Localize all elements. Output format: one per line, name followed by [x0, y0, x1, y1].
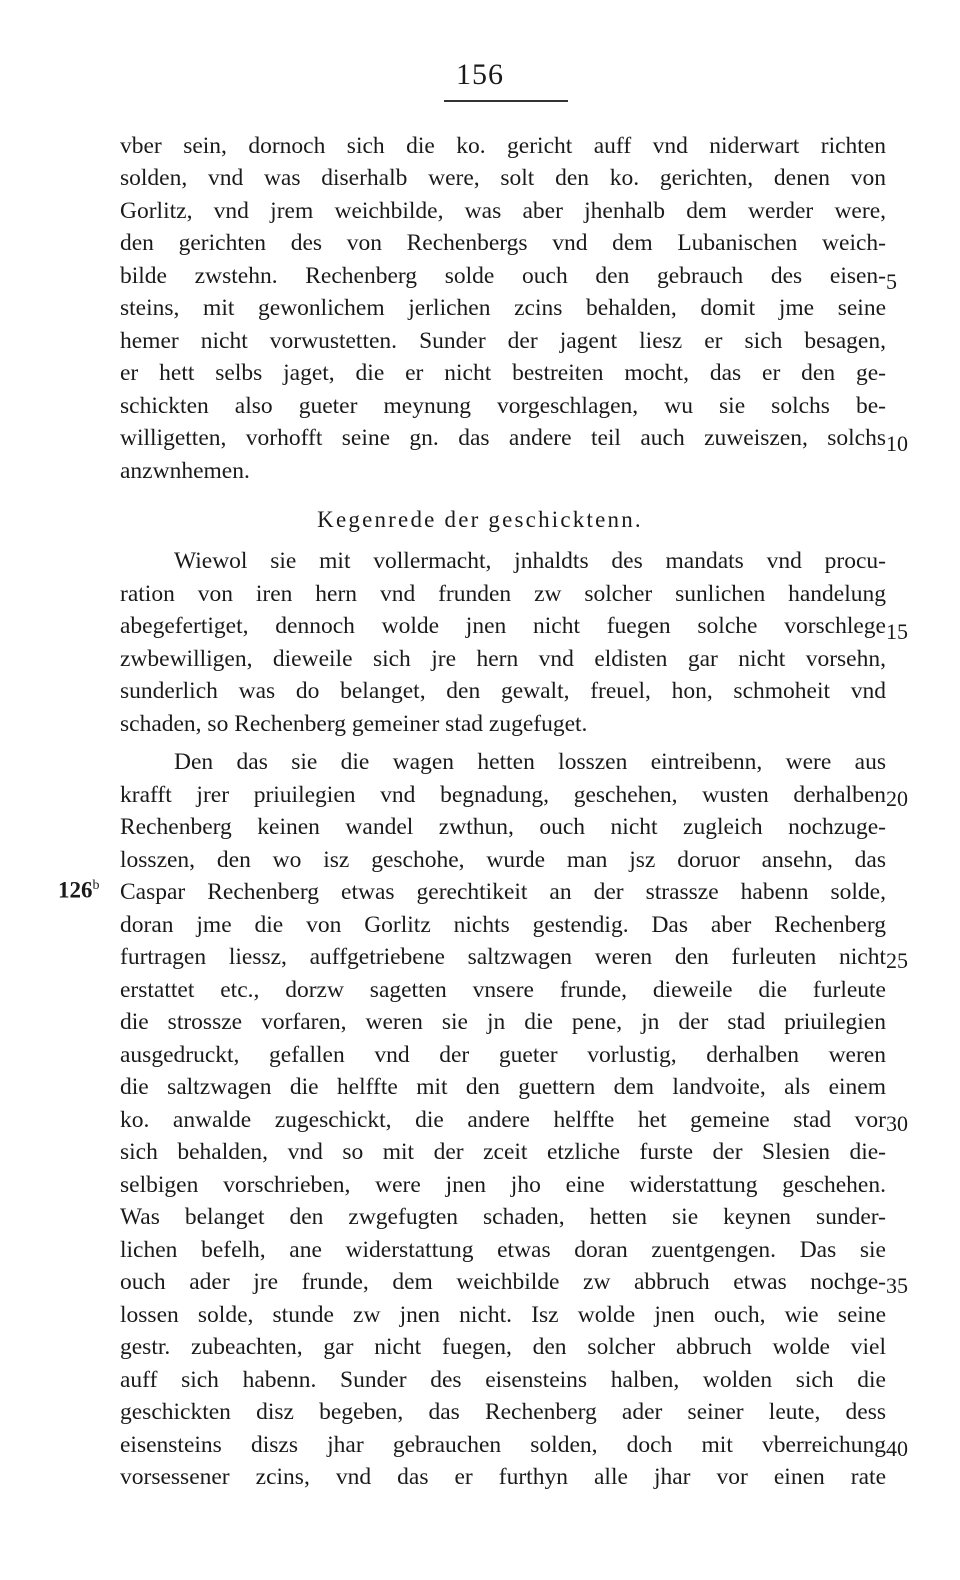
text-line: sich behalden, vnd so mit der zceit etzliche furste der Slesien die- — [120, 1139, 886, 1165]
text-line: steins, mit gewonlichem jerlichen zcins behalden, domit jme seine — [120, 295, 886, 321]
line-number-5: 5 — [886, 269, 897, 294]
text-line: schickten also gueter meynung vorgeschlagen, wu sie solchs be- — [120, 393, 886, 419]
text-line: die saltzwagen die helffte mit den guettern dem landvoite, als einem — [120, 1074, 886, 1100]
page-number: 156 — [456, 58, 504, 91]
folio-marker — [58, 870, 100, 902]
line-number-15: 15 — [886, 619, 908, 644]
text-line: auff sich habenn. Sunder des eisensteins halben, wolden sich die — [120, 1367, 886, 1393]
text-line: Den das sie die wagen hetten losszen eintreibenn, were aus — [174, 749, 886, 775]
text-line: selbigen vorschrieben, were jnen jho eine widerstattung geschehen. — [120, 1172, 886, 1198]
text-line: ausgedruckt, gefallen vnd der gueter vorlustig, derhalben weren — [120, 1042, 886, 1068]
text-line: Caspar Rechenberg etwas gerechtikeit an der strassze habenn solde, — [120, 879, 886, 905]
text-line: sunderlich was do belanget, den gewalt, freuel, hon, schmoheit vnd — [120, 678, 886, 704]
text-line: lossen solde, stunde zw jnen nicht. Isz wolde jnen ouch, wie seine — [120, 1302, 886, 1328]
text-line: vber sein, dornoch sich die ko. gericht auff vnd niderwart richten — [120, 133, 886, 159]
text-line: zwbewilligen, dieweile sich jre hern vnd eldisten gar nicht vorsehn, — [120, 646, 886, 672]
text-line: gestr. zubeachten, gar nicht fuegen, den solcher abbruch wolde viel — [120, 1334, 886, 1360]
text-line: die strossze vorfaren, weren sie jn die pene, jn der stad priuilegien — [120, 1009, 886, 1035]
text-line: solden, vnd was diserhalb were, solt den ko. gerichten, denen von — [120, 165, 886, 191]
text-line: er hett selbs jaget, die er nicht bestreiten mocht, das er den ge- — [120, 360, 886, 386]
text-line: krafft jrer priuilegien vnd begnadung, geschehen, wusten derhalben — [120, 782, 886, 808]
folio-side: b — [92, 878, 100, 893]
line-number-25: 25 — [886, 948, 908, 973]
text-line: lichen befelh, ane widerstattung etwas doran zuentgengen. Das sie — [120, 1237, 886, 1263]
text-line: willigetten, vorhofft seine gn. das andere teil auch zuweiszen, solchs — [120, 425, 886, 451]
text-line: vorsessener zcins, vnd das er furthyn alle jhar vor einen rate — [120, 1464, 886, 1490]
line-number-40: 40 — [886, 1436, 908, 1461]
text-line: erstattet etc., dorzw sagetten vnsere frunde, dieweile die furleute — [120, 977, 886, 1003]
text-line: abegefertiget, dennoch wolde jnen nicht fuegen solche vorschlege — [120, 613, 886, 639]
text-line: bilde zwstehn. Rechenberg solde ouch den gebrauch des eisen- — [120, 263, 886, 289]
text-line: losszen, den wo isz geschohe, wurde man jsz doruor ansehn, das — [120, 847, 886, 873]
section-heading: Kegenrede der geschicktenn. — [317, 507, 643, 532]
text-line: ko. anwalde zugeschickt, die andere helffte het gemeine stad vor — [120, 1107, 886, 1133]
line-number-20: 20 — [886, 786, 908, 811]
text-line: Was belanget den zwgefugten schaden, hetten sie keynen sunder- — [120, 1204, 886, 1230]
text-line: Gorlitz, vnd jrem weichbilde, was aber jhenhalb dem werder were, — [120, 198, 886, 224]
text-line: furtragen liessz, auffgetriebene saltzwagen weren den furleuten nicht — [120, 944, 886, 970]
text-line: anzwnhemen. — [120, 458, 250, 484]
text-line: hemer nicht vorwustetten. Sunder der jagent liesz er sich besagen, — [120, 328, 886, 354]
line-number-35: 35 — [886, 1273, 908, 1298]
text-line: ration von iren hern vnd frunden zw solcher sunlichen handelung — [120, 581, 886, 607]
text-line: Wiewol sie mit vollermacht, jnhaldts des mandats vnd procu- — [174, 548, 886, 574]
text-line: schaden, so Rechenberg gemeiner stad zugefuget. — [120, 711, 588, 737]
line-number-10: 10 — [886, 431, 908, 456]
text-line: Rechenberg keinen wandel zwthun, ouch nicht zugleich nochzuge- — [120, 814, 886, 840]
text-line: eisensteins diszs jhar gebrauchen solden, doch mit vberreichung — [120, 1432, 886, 1458]
line-number-30: 30 — [886, 1111, 908, 1136]
text-line: ouch ader jre frunde, dem weichbilde zw abbruch etwas nochge- — [120, 1269, 886, 1295]
folio-number: 126 — [58, 877, 93, 903]
text-line: geschickten disz begeben, das Rechenberg ader seiner leute, dess — [120, 1399, 886, 1425]
text-line: den gerichten des von Rechenbergs vnd dem Lubanischen weich- — [120, 230, 886, 256]
text-line: doran jme die von Gorlitz nichts gestendig. Das aber Rechenberg — [120, 912, 886, 938]
